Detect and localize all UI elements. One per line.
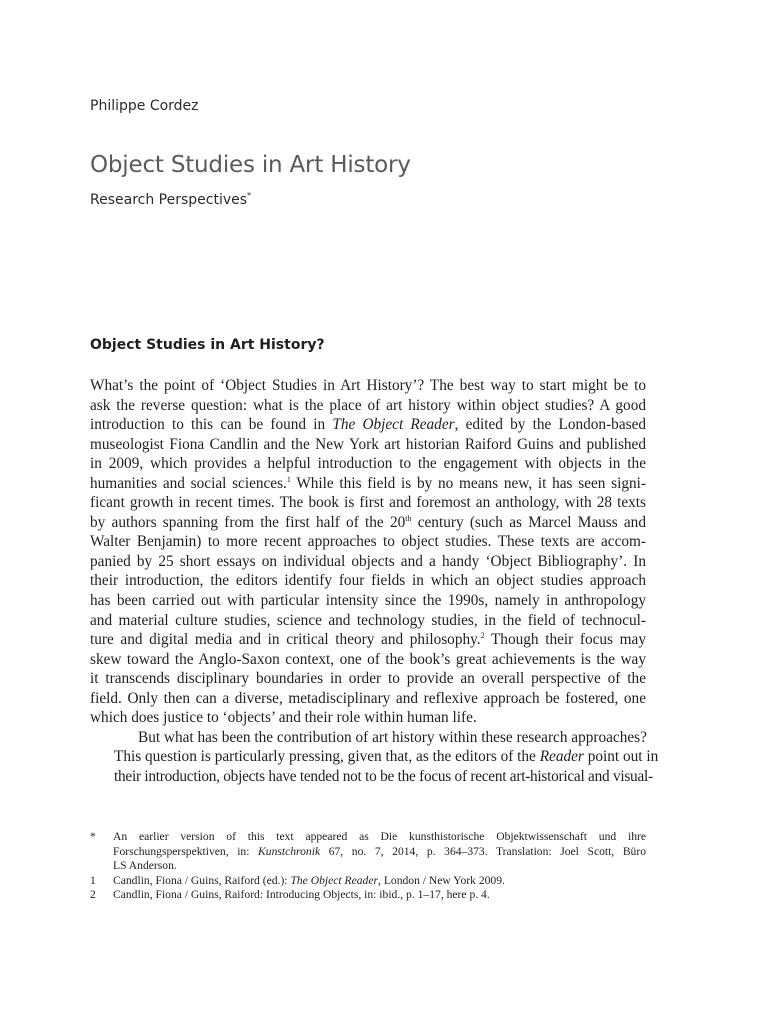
- text-line: museologist Fiona Candlin and the New York art historian Raiford Guins and published: [90, 435, 646, 453]
- footnote-1: [90, 874, 646, 889]
- subtitle-text: Research Perspectives: [90, 192, 248, 208]
- text-line: panied by 25 short essays on individual objects and a handy ‘Object Bibliography’. In: [90, 552, 646, 570]
- section-heading: Object Studies in Art History?: [90, 337, 325, 353]
- text-line: ask the reverse question: what is the place of art history within object studies? A good: [90, 396, 646, 414]
- footnote-mark: *: [90, 830, 96, 843]
- journal-title: Kunstchronik: [258, 844, 321, 858]
- text-line: has been carried out with particular intensity since the 1990s, namely in anthropology: [90, 592, 646, 610]
- text-line: which does justice to ‘objects’ and their role within human life.: [90, 709, 477, 727]
- text-line: skew toward the Anglo-Saxon context, one of the book’s great achievements is the way: [90, 650, 646, 668]
- text-line: This question is particularly pressing, given that, as the editors of the Reader point out in: [114, 748, 659, 766]
- footnote-mark: 2: [90, 888, 96, 902]
- text-line: What’s the point of ‘Object Studies in Art History’? The best way to start might be to: [90, 377, 646, 394]
- text-line: field. Only then can a diverse, metadisciplinary and reflexive approach be fostered, one: [90, 689, 646, 707]
- footnotes: [90, 830, 646, 903]
- text-line: introduction to this can be found in The Object Reader, edited by the London-based: [90, 416, 647, 434]
- text-line: ture and digital media and in critical theory and philosophy.$^2$ Though their focus may: [90, 631, 646, 649]
- text-line: Walter Benjamin) to more recent approaches to object studies. These texts are accom-: [90, 533, 646, 551]
- paragraph-1: [90, 376, 646, 728]
- text-line: their introduction, objects have tended not to be the focus of recent art-historical and visual-: [114, 767, 653, 785]
- text-line: it transcends disciplinary boundaries in order to provide an overall perspective of the: [90, 670, 646, 688]
- footnote-text: Candlin, Fiona / Guins, Raiford: Introducing Objects, in: ibid., p. 1–17, here p. 4.: [113, 888, 490, 902]
- book-title: The Object Reader: [290, 873, 379, 887]
- book-title: Reader: [539, 748, 584, 766]
- footnote-text: An earlier version of this text appeared as Die kunsthistorische Objektwissenschaft und ihre Forschungsperspektiven, in: Kunstchronik 67, no. 7, 2014, p. 364–373. Translation: Joel Scott, Büro LS Anderson.: [113, 830, 647, 873]
- footnote-mark: 1: [90, 873, 96, 887]
- article-subtitle: [90, 192, 251, 208]
- text-line: by authors spanning from the first half of the 20th century (such as Marcel Mauss and: [90, 513, 646, 531]
- article-title: Object Studies in Art History: [90, 152, 411, 178]
- ordinal-superscript: th: [405, 513, 412, 523]
- text-line: humanities and social sciences.$^1$ While this field is by no means new, it has seen signi-: [90, 474, 646, 492]
- text-line: their introduction, the editors identify four fields in which an object studies approach: [90, 572, 646, 590]
- footnote-star: [90, 830, 646, 874]
- footnote-ref: 1: [286, 474, 291, 484]
- book-title: The Object Reader: [332, 416, 455, 434]
- footnote-ref: 2: [480, 631, 485, 641]
- paragraph-2: [90, 728, 659, 787]
- text-line: But what has been the contribution of art history within these research approaches?: [138, 728, 647, 746]
- subtitle-footnote-mark: *: [247, 191, 252, 200]
- author-name: Philippe Cordez: [90, 98, 199, 114]
- text-line: and material culture studies, science and technology studies, in the field of technocul-: [90, 611, 646, 629]
- text-line: ficant growth in recent times. The book is first and foremost an anthology, with 28 texts: [90, 494, 646, 512]
- footnote-text: Candlin, Fiona / Guins, Raiford (ed.): The Object Reader, London / New York 2009.: [113, 873, 505, 887]
- footnote-2: [90, 888, 646, 903]
- text-line: in 2009, which provides a helpful introduction to the engagement with objects in the: [90, 455, 646, 473]
- body-text: [90, 376, 659, 786]
